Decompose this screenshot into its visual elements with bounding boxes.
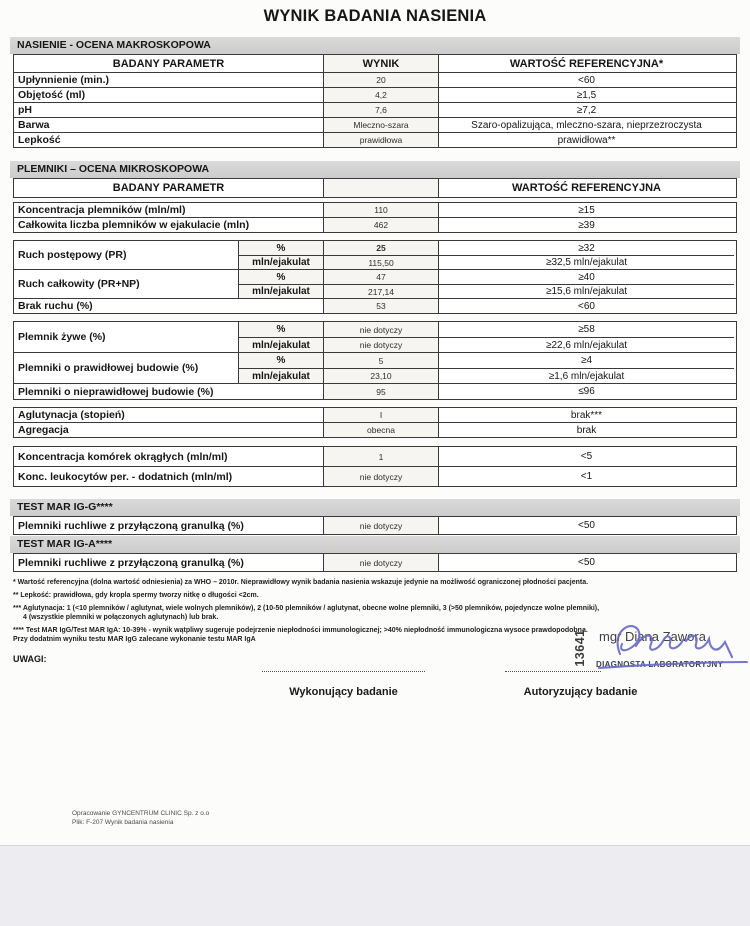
param-label: Koncentracja plemników (mln/ml) [18, 204, 186, 216]
param-label: Brak ruchu (%) [18, 300, 93, 312]
result-value: 110 [323, 203, 438, 217]
reference-value: ≤96 [438, 384, 734, 399]
param-label: Całkowita liczba plemników w ejakulacie (mln) [18, 219, 250, 231]
progressive-motility-rows [14, 241, 736, 269]
reference-value: ≥32,5 mln/ejakulat [438, 255, 734, 269]
table-row [14, 422, 736, 437]
param-label: Ruch postępowy (PR) [18, 249, 127, 261]
column-header-reference: WARTOŚĆ REFERENCYJNA [438, 179, 734, 197]
param-label: Agregacja [18, 424, 69, 436]
micro-header-row [14, 179, 736, 197]
table-row [14, 554, 736, 571]
footnote-2: ** Lepkość: prawidłowa, gdy kropla spermy tworzy nitkę o długości <2cm. [13, 592, 259, 600]
param-label: Koncentracja komórek okrągłych (mln/ml) [18, 450, 228, 463]
authorizer-caption: Autoryzujący badanie [523, 686, 638, 698]
reference-value: ≥39 [438, 218, 734, 232]
result-value: 53 [323, 299, 438, 313]
result-value: 7,6 [323, 103, 438, 117]
result-value: Mleczno-szara [323, 118, 438, 132]
macro-table [13, 54, 737, 148]
table-row [14, 217, 736, 232]
unit-label: mln/ejakulat [238, 284, 323, 298]
footnote-1: * Wartość referencyjna (dolna wartość odniesienia) za WHO – 2010r. Nieprawidłowy wynik badania nasienia wskazuje jedynie na możliwość ograniczonej płodności pacjenta. [13, 579, 589, 586]
footnote-4-line2: Przy dodatnim wyniku testu MAR IgG zalecane wykonanie testu MAR IgA [13, 636, 256, 644]
result-value: 217,14 [323, 284, 438, 298]
remarks-label: UWAGI: [13, 653, 47, 664]
result-value: nie dotyczy [323, 467, 438, 486]
result-value: 1 [323, 447, 438, 466]
table-row [14, 466, 736, 486]
reference-value: Szaro-opalizująca, mleczno-szara, nieprzezroczysta [438, 118, 734, 132]
unit-label: % [238, 353, 323, 368]
footer-line-2: Plik: F-207 Wynik badania nasienia [72, 819, 174, 827]
reference-value: <50 [438, 517, 734, 534]
reference-value: <60 [438, 73, 734, 87]
result-value: 5 [323, 353, 438, 368]
reference-value: ≥15,6 mln/ejakulat [438, 284, 734, 298]
result-value: 95 [323, 384, 438, 399]
column-header-param: BADANY PARAMETR [112, 57, 225, 70]
footnote-4-line1: **** Test MAR IgG/Test MAR IgA: 10-39% - wynik wątpliwy sugeruje podejrzenie niepłodności immunologicznej; >40% niepłodność immunologiczna wysoce prawdopodobna. [13, 627, 588, 635]
result-value: 47 [323, 270, 438, 284]
result-value: nie dotyczy [323, 554, 438, 571]
stamp-name: mgr Diana Zawora [599, 629, 706, 644]
column-header-reference: WARTOŚĆ REFERENCYJNA* [438, 55, 734, 72]
result-value: obecna [323, 423, 438, 437]
reference-value: ≥40 [438, 270, 734, 284]
reference-value: prawidłowa** [438, 133, 734, 147]
stamp-license-number: 13641 [573, 629, 587, 667]
result-value: nie dotyczy [323, 337, 438, 352]
param-label: Aglutynacja (stopień) [18, 409, 125, 421]
agglutination-block [13, 407, 737, 438]
handwritten-signature-icon [596, 610, 750, 678]
table-row [14, 517, 736, 534]
reference-value: ≥15 [438, 203, 734, 217]
unit-label: % [238, 241, 323, 255]
morphology-block [13, 321, 737, 400]
unit-label: mln/ejakulat [238, 255, 323, 269]
reference-value: ≥7,2 [438, 103, 734, 117]
document-footer [72, 809, 209, 827]
round-cells-block [13, 446, 737, 487]
column-header-param: BADANY PARAMETR [112, 182, 225, 194]
scan-background-edge [0, 845, 750, 926]
normal-morphology-rows [14, 352, 736, 383]
reference-value: ≥22,6 mln/ejakulat [438, 337, 734, 352]
param-label: Plemniki o prawidłowej budowie (%) [18, 362, 199, 374]
result-value: nie dotyczy [323, 517, 438, 534]
document-title: WYNIK BADANIA NASIENIA [263, 7, 487, 25]
result-value: 20 [323, 73, 438, 87]
param-label: Plemniki ruchliwe z przyłączoną granulką (%) [18, 556, 244, 569]
param-label: Plemnik żywe (%) [18, 331, 106, 343]
reference-value: brak [438, 423, 734, 437]
reference-value: <60 [438, 299, 734, 313]
result-value: 115,50 [323, 255, 438, 269]
column-header-result-empty [323, 179, 438, 197]
stamp-title: DIAGNOSTA LABORATORYJNY [596, 660, 724, 669]
performer-caption: Wykonujący badanie [289, 686, 398, 698]
reference-value: <50 [438, 554, 734, 571]
param-label: Konc. leukocytów per. - dodatnich (mln/ml) [18, 470, 233, 483]
result-value: 4,2 [323, 88, 438, 102]
section-header-microscopic: PLEMNIKI – OCENA MIKROSKOPOWA [10, 161, 740, 178]
table-row [14, 447, 736, 466]
section-header-mar-iga: TEST MAR IG-A**** [10, 536, 740, 553]
section-header-mar-igg: TEST MAR IG-G**** [10, 499, 740, 516]
param-label: Plemniki ruchliwe z przyłączoną granulką (%) [18, 519, 244, 532]
micro-header-table [13, 178, 737, 198]
reference-value: <5 [438, 447, 734, 466]
motility-block [13, 240, 737, 314]
footer-line-1: Opracowanie GYNCENTRUM CLINIC Sp. z o.o [72, 810, 210, 817]
param-label: Lepkość [18, 134, 61, 146]
result-value: prawidłowa [323, 133, 438, 147]
reference-value: ≥58 [438, 322, 734, 337]
signature-line-right [505, 671, 601, 672]
param-label: Ruch całkowity (PR+NP) [18, 278, 140, 290]
table-row [14, 72, 736, 87]
mar-igg-table [13, 516, 737, 535]
macro-header-row [14, 55, 736, 72]
unit-label: % [238, 270, 323, 284]
table-row [14, 102, 736, 117]
result-value: I [323, 408, 438, 422]
table-row [14, 298, 736, 313]
param-label: pH [18, 104, 32, 116]
unit-label: % [238, 322, 323, 337]
reference-value: brak*** [438, 408, 734, 422]
table-row [14, 87, 736, 102]
param-label: Plemniki o nieprawidłowej budowie (%) [18, 385, 214, 398]
reference-value: ≥4 [438, 353, 734, 368]
reference-value: <1 [438, 467, 734, 486]
footnote-3-line2: 4 (wszystkie plemniki w połączonych aglutynach) lub brak. [23, 614, 219, 622]
section-header-macroscopic: NASIENIE - OCENA MAKROSKOPOWA [10, 37, 740, 54]
table-row [14, 117, 736, 132]
vitality-rows [14, 322, 736, 352]
table-row [14, 408, 736, 422]
total-motility-rows [14, 269, 736, 298]
column-header-result: WYNIK [323, 55, 438, 72]
result-value: 462 [323, 218, 438, 232]
param-label: Barwa [18, 119, 50, 131]
param-label: Objętość (ml) [18, 89, 86, 101]
mar-iga-table [13, 553, 737, 572]
result-value: 23,10 [323, 368, 438, 383]
result-value: 25 [323, 241, 438, 255]
reference-value: ≥1,6 mln/ejakulat [438, 368, 734, 383]
signature-line-left [262, 671, 425, 672]
reference-value: ≥1,5 [438, 88, 734, 102]
sperm-counts-block [13, 202, 737, 233]
unit-label: mln/ejakulat [238, 337, 323, 352]
table-row [14, 132, 736, 147]
footnote-3-line1: *** Aglutynacja: 1 (<10 plemników / aglutynat, wiele wolnych plemników), 2 (10-50 plemników / aglutynat, obecne wolne plemniki, 3 (>50 plemników, pojedyncze wolne plemniki), [13, 605, 600, 613]
param-label: Upłynnienie (min.) [18, 74, 110, 86]
reference-value: ≥32 [438, 241, 734, 255]
result-value: nie dotyczy [323, 322, 438, 337]
table-row [14, 203, 736, 217]
table-row [14, 383, 736, 399]
unit-label: mln/ejakulat [238, 368, 323, 383]
